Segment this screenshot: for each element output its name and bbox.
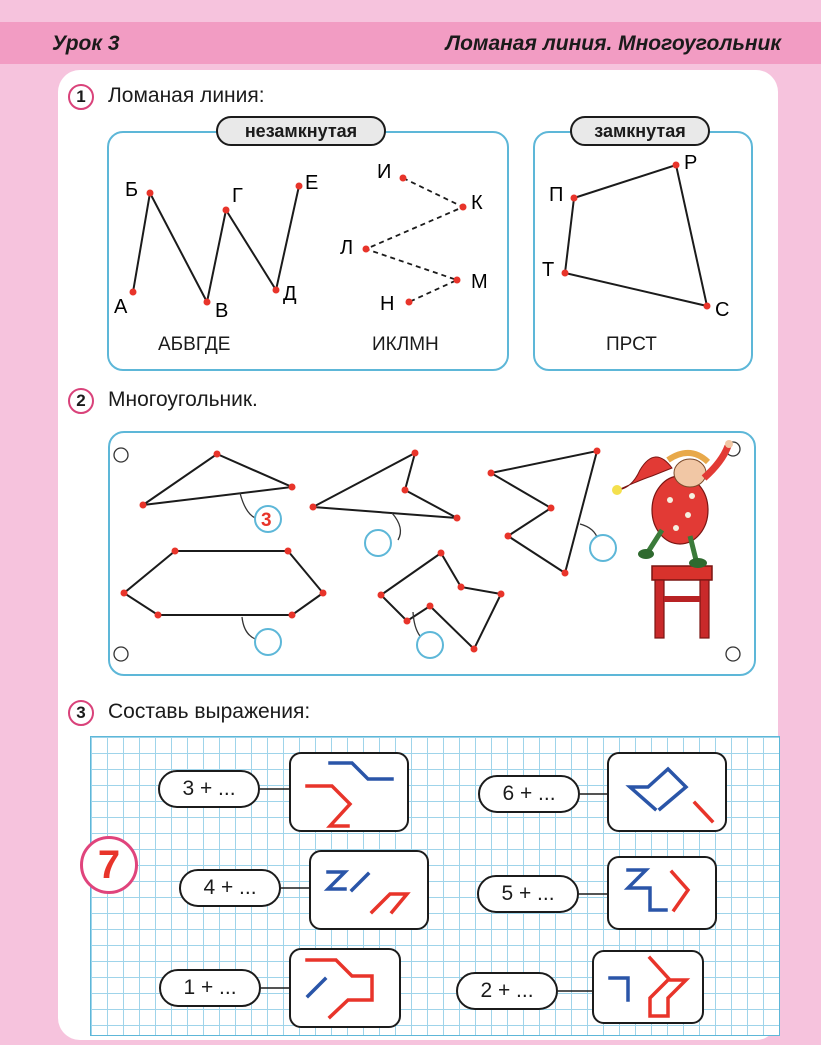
point-v: В: [215, 300, 229, 322]
expression-4[interactable]: 4 + ...: [179, 869, 281, 907]
point-t: Т: [542, 259, 555, 281]
task-2-text: Многоугольник.: [108, 388, 258, 411]
point-b: Б: [125, 179, 139, 201]
task-3-text: Составь выражения:: [108, 700, 311, 723]
point-k: К: [471, 192, 483, 214]
line1-name: АБВГДЕ: [158, 334, 231, 355]
point-d: Д: [283, 283, 297, 305]
open-label: незамкнутая: [216, 116, 386, 146]
point-a: А: [114, 296, 128, 318]
shape-blue-1: [308, 979, 325, 996]
point-n: Н: [380, 293, 395, 315]
target-number: 7: [80, 836, 138, 894]
point-l: Л: [340, 237, 354, 259]
point-i: И: [377, 161, 392, 183]
shape-blue-2: [610, 978, 628, 1000]
shape-blue-4: [328, 872, 345, 889]
task-1-number: 1: [68, 84, 94, 110]
line2-name: ИКЛМН: [372, 334, 439, 355]
point-e: Е: [305, 172, 319, 194]
expression-3[interactable]: 3 + ...: [158, 770, 260, 808]
task-2-number: 2: [68, 388, 94, 414]
lesson-label: Урок 3: [52, 32, 120, 55]
shape-red-2: [650, 958, 686, 1016]
expression-1[interactable]: 1 + ...: [159, 969, 261, 1007]
task-3-number: 3: [68, 700, 94, 726]
shape-red-5: [672, 872, 688, 910]
shape-blue-6: [630, 769, 686, 809]
shape-red-3: [307, 786, 350, 826]
shape-red-6: [695, 803, 712, 821]
point-g: Г: [232, 185, 243, 207]
closed-name: ПРСТ: [606, 334, 657, 355]
point-p: П: [549, 184, 564, 206]
page-title: Ломаная линия. Многоугольник: [445, 32, 781, 55]
example-answer: 3: [261, 510, 272, 531]
shape-blue-5: [628, 870, 666, 910]
point-r: Р: [684, 152, 698, 174]
point-s: С: [715, 299, 730, 321]
expression-2[interactable]: 2 + ...: [456, 972, 558, 1010]
expression-5[interactable]: 5 + ...: [477, 875, 579, 913]
closed-label: замкнутая: [570, 116, 710, 146]
point-m: М: [471, 271, 488, 293]
shape-red-4: [372, 894, 407, 912]
task-1-text: Ломаная линия:: [108, 84, 265, 107]
shape-blue-3: [330, 763, 392, 779]
expression-6[interactable]: 6 + ...: [478, 775, 580, 813]
